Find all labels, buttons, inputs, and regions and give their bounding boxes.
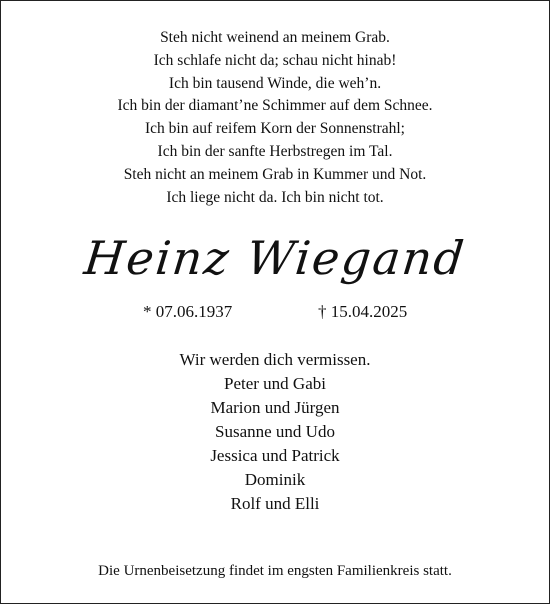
poem (0, 27, 550, 209)
mourners-list (0, 348, 550, 516)
mourners-intro: Wir werden dich vermissen. (179, 350, 371, 369)
mourner-name: Jessica und Patrick (210, 446, 340, 465)
poem-line: Ich bin der diamant’ne Schimmer auf dem Schnee. (117, 97, 433, 115)
death-date: † 15.04.2025 (318, 302, 408, 321)
poem-line: Ich bin der sanfte Herbstregen im Tal. (157, 142, 393, 160)
life-dates (0, 302, 550, 326)
deceased-name: Heinz Wiegand (81, 231, 469, 285)
mourner-name: Rolf und Elli (230, 494, 320, 513)
mourner-name: Marion und Jürgen (210, 398, 340, 417)
mourner-name: Peter und Gabi (224, 374, 326, 393)
mourner-name: Susanne und Udo (215, 422, 335, 441)
poem-line: Ich bin tausend Winde, die weh’n. (168, 74, 382, 92)
poem-line: Ich liege nicht da. Ich bin nicht tot. (166, 188, 384, 206)
poem-line: Steh nicht an meinem Grab in Kummer und Not. (123, 165, 427, 183)
mourner-name: Dominik (244, 470, 306, 489)
poem-line: Ich schlafe nicht da; schau nicht hinab! (153, 51, 397, 69)
birth-date: * 07.06.1937 (143, 302, 233, 321)
burial-notice: Die Urnenbeisetzung findet im engsten Familienkreis statt. (98, 563, 452, 579)
poem-line: Steh nicht weinend an meinem Grab. (160, 29, 390, 46)
poem-line: Ich bin auf reifem Korn der Sonnenstrahl; (145, 120, 405, 138)
